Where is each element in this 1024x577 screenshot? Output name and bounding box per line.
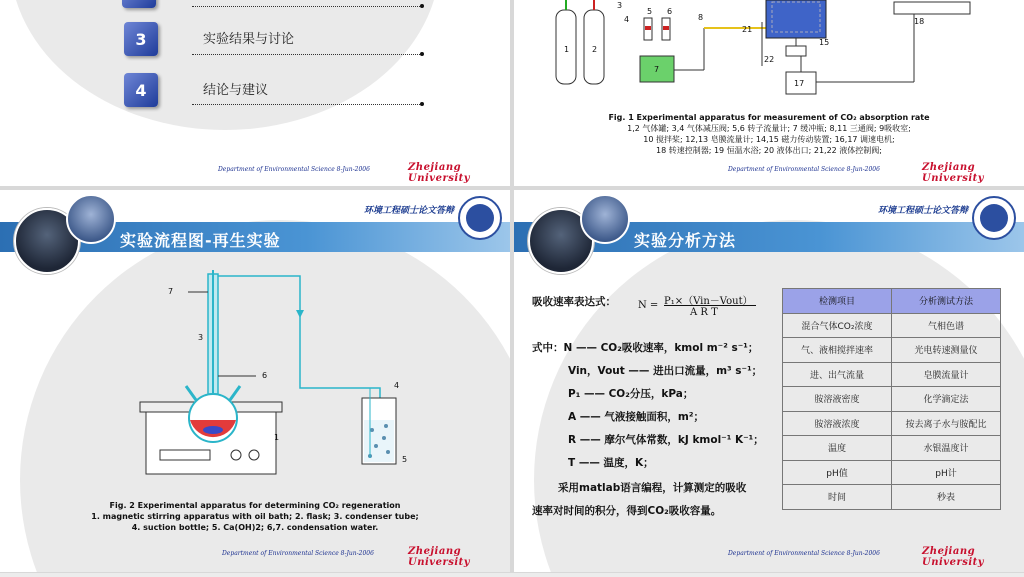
footer-department: Department of Environmental Science 8-Jun-2006 — [218, 166, 370, 173]
label-2: 2 — [592, 45, 598, 54]
table-row — [783, 313, 1001, 338]
table-cell: 光电转速测量仪 — [892, 338, 1001, 363]
table-header: 分析测试方法 — [892, 289, 1001, 314]
footer-university-logo: Zhejiang University — [922, 546, 985, 568]
fig1-legend-line: 18 转速控制器; 19 恒温水浴; 20 液体出口; 21,22 液体控制阀; — [655, 146, 883, 155]
campus-photo-small — [66, 194, 116, 244]
fig1-caption — [554, 112, 984, 156]
table-cell: 化学滴定法 — [892, 387, 1001, 412]
drive-15 — [786, 46, 806, 56]
next-slides-strip — [0, 573, 1024, 577]
table-row — [783, 485, 1001, 510]
definition-n: 式中：N —— CO₂吸收速率，kmol m⁻² s⁻¹； — [532, 342, 759, 354]
slide-title: 实验分析方法 — [634, 231, 737, 250]
table-cell: 皂膜流量计 — [892, 362, 1001, 387]
toc-leader-line — [192, 6, 422, 7]
label-17: 17 — [794, 79, 805, 88]
table-cell: 气相色谱 — [892, 313, 1001, 338]
fig1-legend-line: 10 搅拌桨; 12,13 皂膜流量计; 14,15 磁力传动装置; 16,17 调速电机; — [643, 135, 895, 144]
background-arc — [10, 0, 440, 130]
table-cell: 进、出气流量 — [783, 362, 892, 387]
label-3: 3 — [198, 333, 204, 342]
table-row — [783, 362, 1001, 387]
campus-photo-small — [580, 194, 630, 244]
fig2-title: Fig. 2 Experimental apparatus for determining CO₂ regeneration — [109, 501, 401, 510]
label-5: 5 — [402, 455, 408, 464]
university-seal-icon — [458, 196, 502, 240]
note-line: 速率对时间的积分，得到CO₂吸收容量。 — [532, 505, 722, 517]
definition-a: A —— 气液接触面积，m²； — [568, 411, 704, 423]
toc-item-results[interactable]: 实验结果与讨论 — [203, 32, 295, 47]
formula-numerator: P₁×（Vin－Vout） — [664, 296, 753, 307]
footer-department: Department of Environmental Science 8-Jun-2006 — [222, 550, 374, 557]
fig1-legend-line: 1,2 气体罐; 3,4 气体减压阀; 5,6 转子流量计; 7 缓冲瓶; 8,11 三通阀; 9吸收室; — [627, 124, 911, 133]
definition-r: R —— 摩尔气体常数，kJ kmol⁻¹ K⁻¹； — [568, 434, 764, 446]
table-cell: pH值 — [783, 460, 892, 485]
toc-leader-dot — [420, 52, 424, 56]
table-header-row — [783, 289, 1001, 314]
table-row — [783, 411, 1001, 436]
label-15: 15 — [819, 38, 830, 47]
slide-analysis[interactable] — [514, 190, 1024, 572]
table-cell: 胺溶液浓度 — [783, 411, 892, 436]
speed-controller-18 — [894, 2, 970, 14]
toc-number-4: 4 — [124, 73, 158, 107]
toc-leader-dot — [420, 4, 424, 8]
table-row — [783, 338, 1001, 363]
table-row — [783, 387, 1001, 412]
footer-university-logo: Zhejiang University — [408, 546, 471, 568]
formula-bar — [664, 305, 756, 306]
label-4: 4 — [394, 381, 400, 390]
footer-university-logo: Zhejiang University — [408, 162, 471, 184]
slide-fig1[interactable] — [514, 0, 1024, 186]
fig2-legend-line: 1. magnetic stirring apparatus with oil bath; 2. flask; 3. condenser tube; — [91, 512, 419, 521]
table-cell: 温度 — [783, 436, 892, 461]
footer-university-logo: Zhejiang University — [922, 162, 985, 184]
definition-p: P₁ —— CO₂分压，kPa； — [568, 388, 694, 400]
label-8: 8 — [698, 13, 704, 22]
label-7: 7 — [168, 287, 174, 296]
table-cell: 按去离子水与胺配比 — [892, 411, 1001, 436]
toc-leader-dot — [420, 102, 424, 106]
label-4: 4 — [624, 15, 630, 24]
definition-v: Vin，Vout —— 进出口流量，m³ s⁻¹； — [568, 365, 763, 377]
footer-department: Department of Environmental Science 8-Jun-2006 — [728, 550, 880, 557]
slide-toc[interactable] — [0, 0, 510, 186]
toc-leader-line — [192, 54, 422, 55]
university-seal-icon — [972, 196, 1016, 240]
slide-header-text: 环境工程硕士论文答辩 — [877, 206, 968, 216]
label-1: 1 — [274, 433, 280, 442]
label-18: 18 — [914, 17, 925, 26]
toc-number-3: 3 — [124, 22, 158, 56]
formula-denominator: A R T — [690, 307, 718, 318]
formula-lhs: N = — [638, 300, 659, 311]
analysis-methods-table — [782, 288, 1001, 510]
note-line: 采用matlab语言编程，计算测定的吸收 — [558, 482, 747, 494]
slide-regeneration[interactable] — [0, 190, 510, 572]
fig2-legend-line: 4. suction bottle; 5. Ca(OH)2; 6,7. condensation water. — [131, 523, 379, 532]
label-22: 22 — [764, 55, 775, 64]
table-cell: 水银温度计 — [892, 436, 1001, 461]
table-cell: 胺溶液密度 — [783, 387, 892, 412]
toc-leader-line — [192, 104, 422, 105]
footer-department: Department of Environmental Science 8-Jun-2006 — [728, 166, 880, 173]
label-6: 6 — [667, 7, 673, 16]
table-cell: 气、液相搅拌速率 — [783, 338, 892, 363]
label-5: 5 — [647, 7, 653, 16]
fig2-caption — [40, 500, 470, 533]
regeneration-apparatus-diagram — [0, 270, 510, 490]
fig1-title: Fig. 1 Experimental apparatus for measurement of CO₂ absorption rate — [608, 113, 930, 122]
absorption-apparatus-diagram — [514, 0, 1024, 110]
label-1: 1 — [564, 45, 570, 54]
toc-item-conclusion[interactable]: 结论与建议 — [203, 83, 269, 98]
table-cell: 秒表 — [892, 485, 1001, 510]
slide-header-text: 环境工程硕士论文答辩 — [363, 206, 454, 216]
toc-number-3 — [122, 0, 156, 8]
definition-t: T —— 温度，K； — [568, 457, 654, 469]
table-cell: 时间 — [783, 485, 892, 510]
table-cell: 混合气体CO₂浓度 — [783, 313, 892, 338]
table-header: 检测项目 — [783, 289, 892, 314]
table-row — [783, 460, 1001, 485]
label-7: 7 — [654, 65, 660, 74]
formula-label: 吸收速率表达式： — [532, 296, 616, 308]
label-6: 6 — [262, 371, 268, 380]
table-row — [783, 436, 1001, 461]
label-3: 3 — [617, 1, 623, 10]
slide-title: 实验流程图-再生实验 — [120, 231, 281, 250]
label-21: 21 — [742, 25, 753, 34]
table-cell: pH计 — [892, 460, 1001, 485]
